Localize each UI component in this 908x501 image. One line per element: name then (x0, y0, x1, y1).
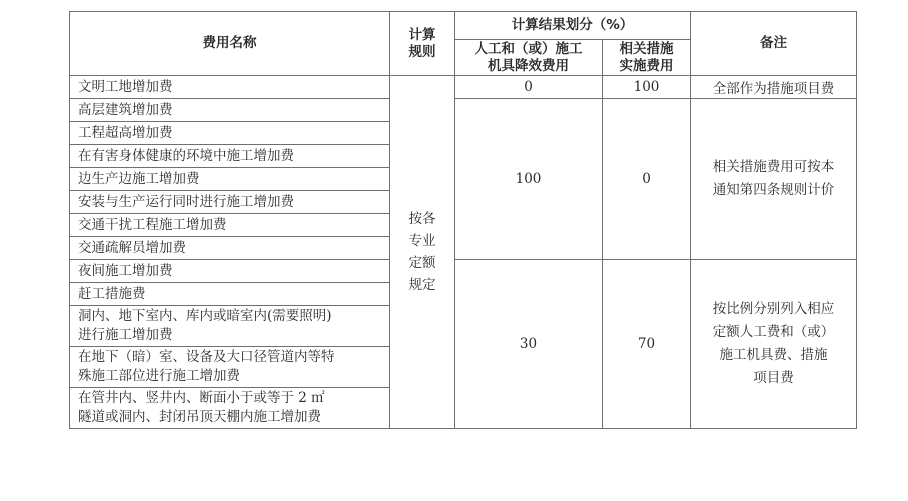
fee-name-cell: 交通疏解员增加费 (70, 237, 390, 260)
labor-value-cell: 100 (455, 99, 603, 260)
fee-name-cell: 洞内、地下室内、库内或暗室内(需要照明) 进行施工增加费 (70, 306, 390, 347)
note-cell: 全部作为措施项目费 (691, 76, 857, 99)
fee-name-cell: 边生产边施工增加费 (70, 168, 390, 191)
labor-value-cell: 0 (455, 76, 603, 99)
fee-name-cell: 夜间施工增加费 (70, 260, 390, 283)
calc-rule-cell: 按各 专业 定额 规定 (390, 76, 455, 429)
labor-value-cell: 30 (455, 260, 603, 429)
table-row (70, 260, 857, 283)
fee-name-cell: 在有害身体健康的环境中施工增加费 (70, 145, 390, 168)
fee-name-cell: 工程超高增加费 (70, 122, 390, 145)
table-row (70, 99, 857, 122)
note-cell: 相关措施费用可按本 通知第四条规则计价 (691, 99, 857, 260)
fee-name-cell: 赶工措施费 (70, 283, 390, 306)
note-cell: 按比例分别列入相应 定额人工费和（或） 施工机具费、措施 项目费 (691, 260, 857, 429)
header-row (70, 12, 857, 40)
fee-name-cell: 交通干扰工程施工增加费 (70, 214, 390, 237)
header-note: 备注 (691, 12, 857, 76)
fee-name-cell: 在地下（暗）室、设备及大口径管道内等特 殊施工部位进行施工增加费 (70, 347, 390, 388)
fee-name-cell: 高层建筑增加费 (70, 99, 390, 122)
header-result-group: 计算结果划分（%） (455, 12, 691, 40)
fee-allocation-table (69, 11, 857, 429)
measure-value-cell: 0 (603, 99, 691, 260)
fee-name-cell: 安装与生产运行同时进行施工增加费 (70, 191, 390, 214)
header-labor-machine: 人工和（或）施工 机具降效费用 (455, 40, 603, 76)
header-calc-rule: 计算 规则 (390, 12, 455, 76)
table-row (70, 76, 857, 99)
measure-value-cell: 100 (603, 76, 691, 99)
header-fee-name: 费用名称 (70, 12, 390, 76)
measure-value-cell: 70 (603, 260, 691, 429)
header-measure: 相关措施 实施费用 (603, 40, 691, 76)
fee-name-cell: 文明工地增加费 (70, 76, 390, 99)
fee-name-cell: 在管井内、竖井内、断面小于或等于 2 ㎡ 隧道或洞内、封闭吊顶天棚内施工增加费 (70, 388, 390, 429)
